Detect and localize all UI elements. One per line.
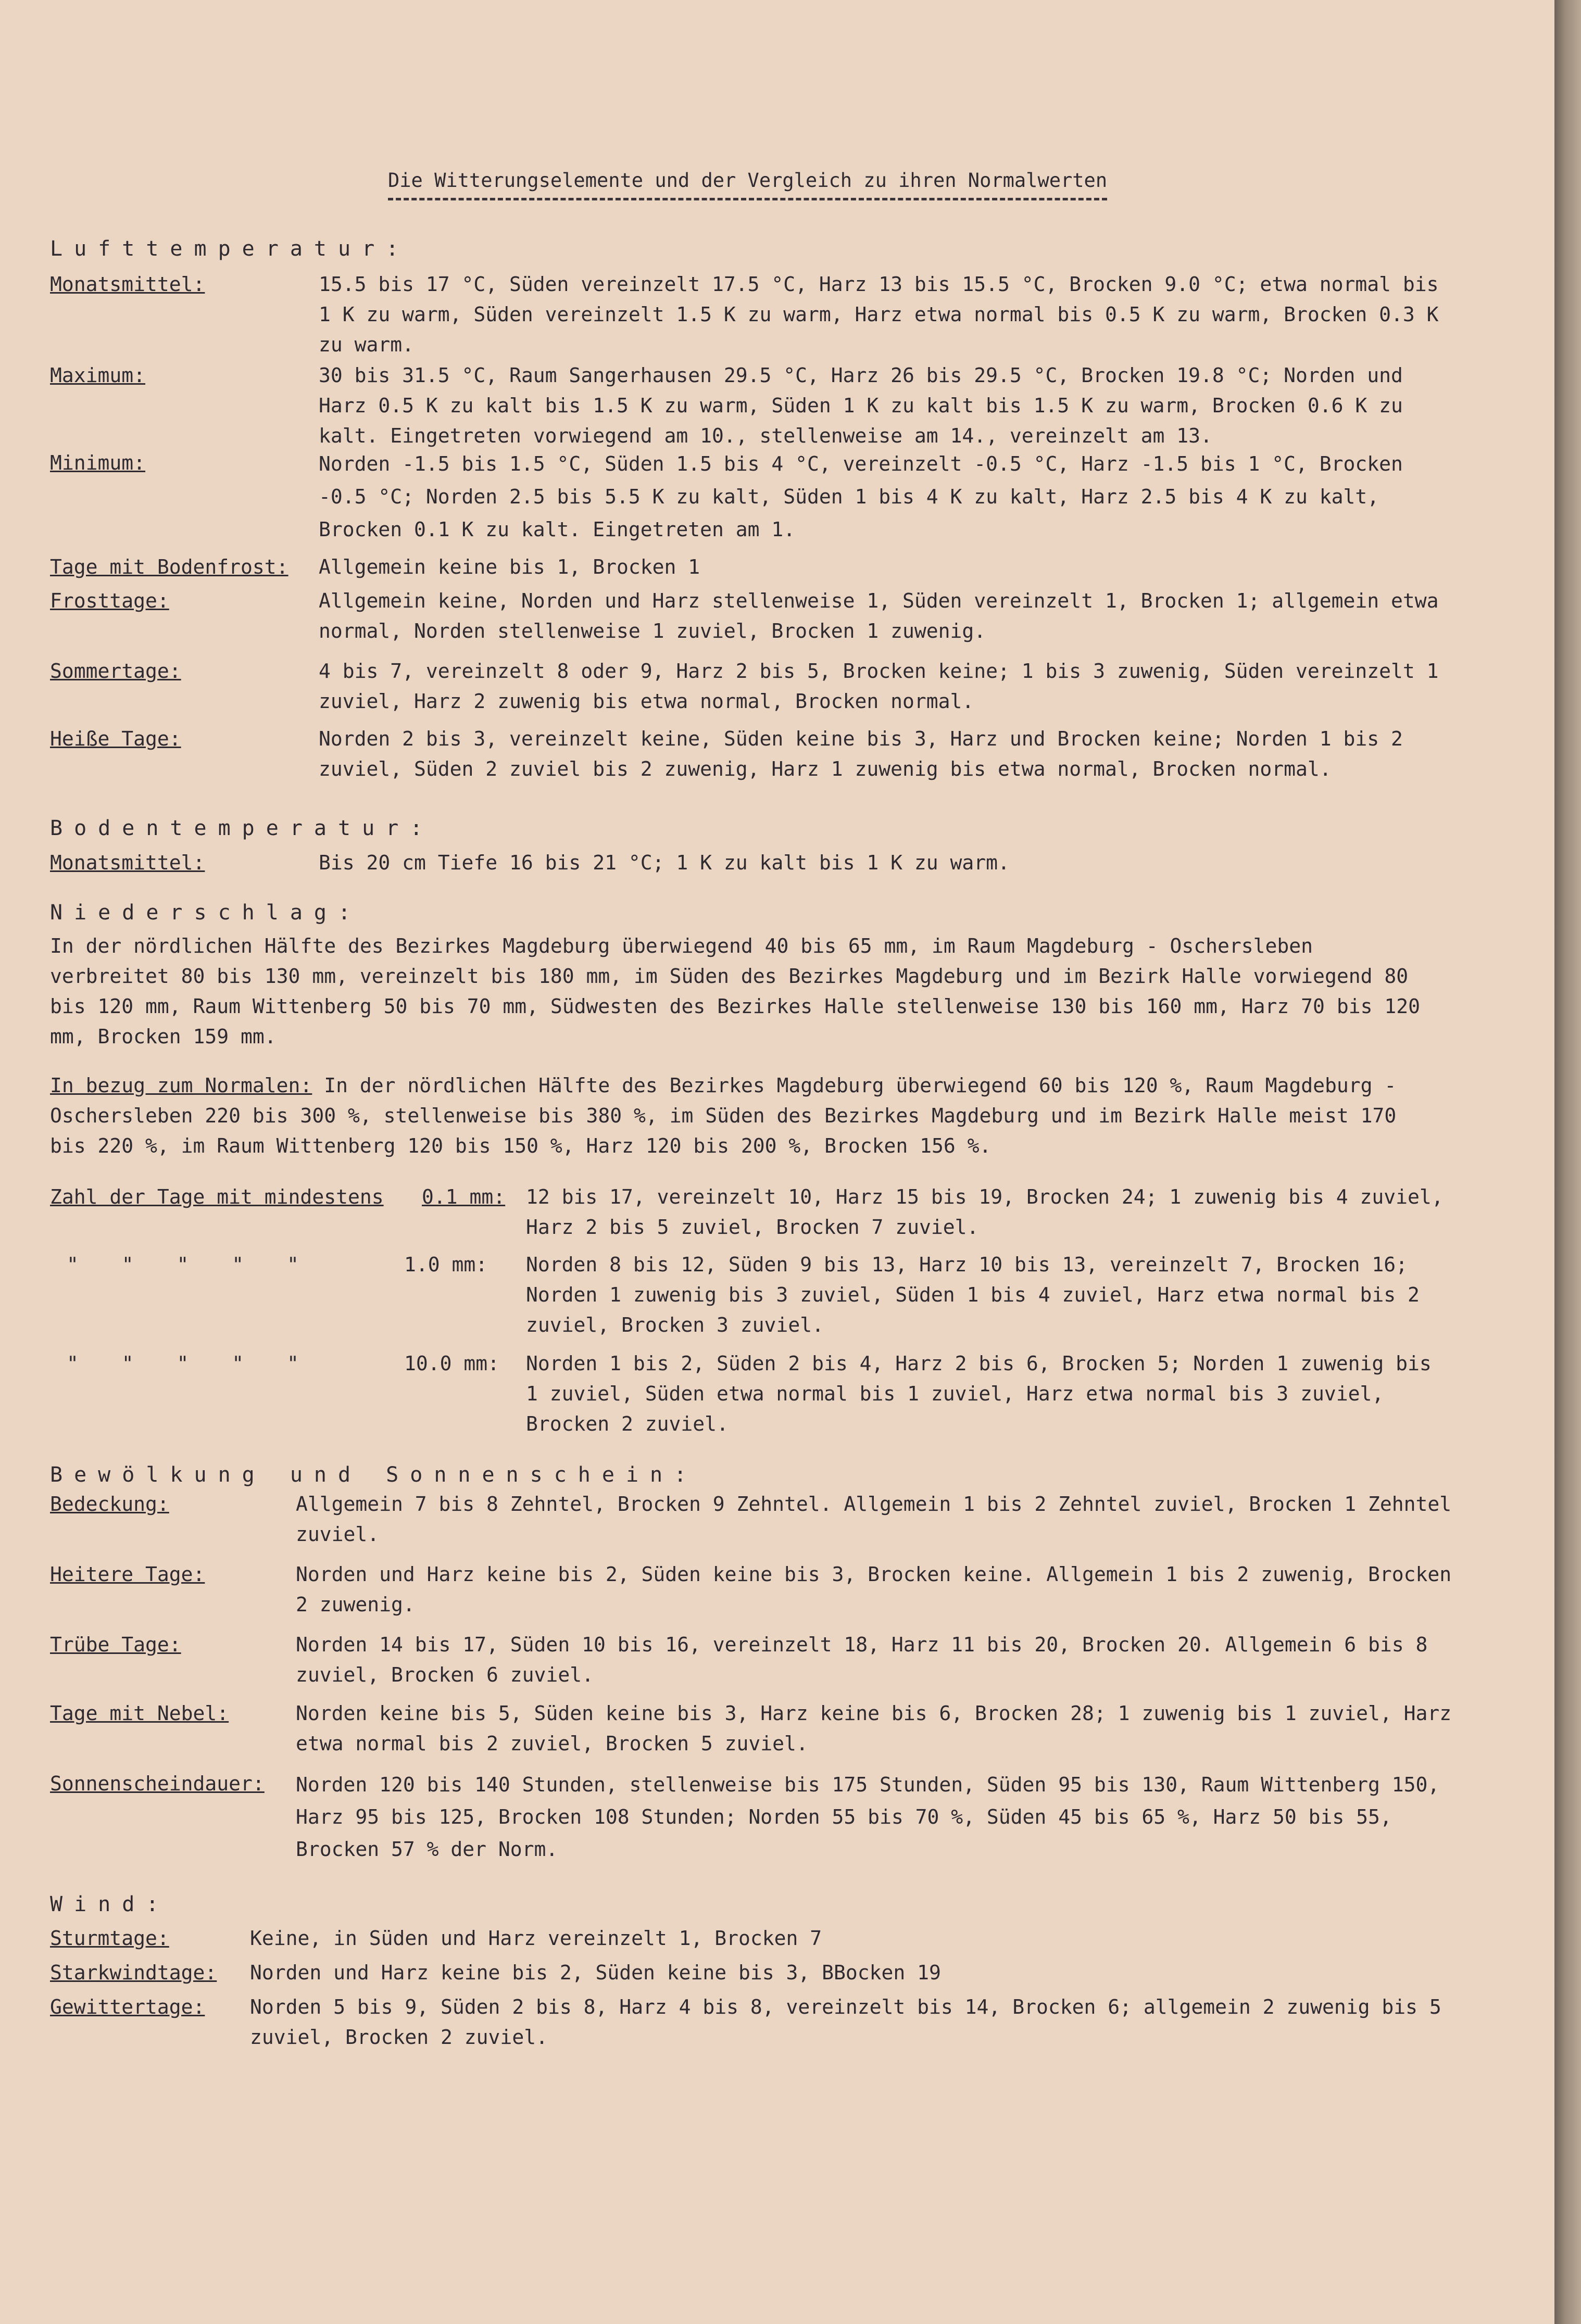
niederschlag-normal xyxy=(50,1070,1425,1161)
normal-label: In bezug zum Normalen: xyxy=(50,1074,312,1097)
row-text: Allgemein keine bis 1, Brocken 1 xyxy=(319,555,700,578)
row-text: Norden 2 bis 3, vereinzelt keine, Süden keine bis 3, Harz und Brocken keine; Norden 1 bis 2 zuviel, Süden 2 zuviel bis 2 zuwenig, Harz 1 zuwenig bis etwa normal, Brocken normal. xyxy=(319,727,1415,780)
section-heading-bodentemperatur: Bodentemperatur: xyxy=(50,816,434,840)
row-text: Norden 14 bis 17, Süden 10 bis 16, vereinzelt 18, Harz 11 bis 20, Brocken 20. Allgemein 6 bis 8 zuviel, Brocken 6 zuviel. xyxy=(296,1633,1440,1686)
row-label: Tage mit Nebel: xyxy=(50,1702,229,1725)
row-label: Tage mit Bodenfrost: xyxy=(50,555,288,578)
niederschlag-text: In der nördlichen Hälfte des Bezirkes Magdeburg überwiegend 40 bis 65 mm, im Raum Magdeburg - Oschersleben verbreitet 80 bis 130 mm, vereinzelt bis 180 mm, im Süden des Bezirkes Magdeburg und im Bezirk Halle vorwiegend 80 bis 120 mm, Raum Wittenberg 50 bis 70 mm, Südwesten des Bezirkes Halle stellenweise 130 bis 160 mm, Harz 70 bis 120 mm, Brocken 159 mm. xyxy=(50,934,1420,1048)
row-minimum xyxy=(0,448,1458,541)
row-heisse-tage xyxy=(0,724,1458,786)
days-threshold: 1.0 mm: xyxy=(404,1253,488,1276)
row-truebe-tage xyxy=(0,1630,1458,1692)
row-frosttage xyxy=(0,586,1458,648)
row-label: Heitere Tage: xyxy=(50,1563,205,1586)
row-label: Monatsmittel: xyxy=(50,273,205,296)
row-label: Gewittertage: xyxy=(50,1995,205,2018)
days-threshold: 10.0 mm: xyxy=(404,1352,500,1375)
row-text: Allgemein keine, Norden und Harz stellenweise 1, Süden vereinzelt 1, Brocken 1; allgemein etwa normal, Norden stellenweise 1 zuviel, Brocken 1 zuwenig. xyxy=(319,589,1451,642)
row-label: Sturmtage: xyxy=(50,1927,169,1950)
row-text: Norden 8 bis 12, Süden 9 bis 13, Harz 10 bis 13, vereinzelt 7, Brocken 16; Norden 1 zuwenig bis 3 zuviel, Süden 1 bis 4 zuviel, Harz etwa normal bis 2 zuviel, Brocken 3 zuviel. xyxy=(526,1253,1432,1336)
ditto-marks: " " " " " xyxy=(67,1253,315,1276)
row-maximum xyxy=(0,360,1458,447)
row-starkwindtage xyxy=(0,1957,1458,1989)
days-threshold: 0.1 mm: xyxy=(422,1185,506,1208)
row-label: Sommertage: xyxy=(50,660,181,683)
row-bedeckung xyxy=(0,1489,1464,1551)
row-text: Keine, in Süden und Harz vereinzelt 1, Brocken 7 xyxy=(250,1927,822,1950)
row-text: 4 bis 7, vereinzelt 8 oder 9, Harz 2 bis 5, Brocken keine; 1 bis 3 zuwenig, Süden vereinzelt 1 zuviel, Harz 2 zuwenig bis etwa normal, Brocken normal. xyxy=(319,660,1451,713)
row-niederschlagstage-100 xyxy=(0,1348,1458,1442)
row-heitere-tage xyxy=(0,1559,1464,1622)
row-text: Norden 5 bis 9, Süden 2 bis 8, Harz 4 bis 8, vereinzelt bis 14, Brocken 6; allgemein 2 zuwenig bis 5 zuviel, Brocken 2 zuviel. xyxy=(250,1995,1453,2049)
row-text: 12 bis 17, vereinzelt 10, Harz 15 bis 19, Brocken 24; 1 zuwenig bis 4 zuviel, Harz 2 bis 5 zuviel, Brocken 7 zuviel. xyxy=(526,1185,1455,1239)
row-text: 30 bis 31.5 °C, Raum Sangerhausen 29.5 °C, Harz 26 bis 29.5 °C, Brocken 19.8 °C; Norden und Harz 0.5 K zu kalt bis 1.5 K zu warm, Süden 1 K zu kalt bis 1.5 K zu warm, Brocken 0.6 K zu kalt. Eingetreten vorwiegend am 10., stellenweise am 14., vereinzelt am 13. xyxy=(319,364,1415,447)
section-heading-lufttemperatur: Lufttemperatur: xyxy=(50,237,410,261)
row-text: Norden und Harz keine bis 2, Süden keine bis 3, Brocken keine. Allgemein 1 bis 2 zuwenig, Brocken 2 zuwenig. xyxy=(296,1563,1464,1616)
row-tage-mit-bodenfrost xyxy=(0,552,1458,583)
row-label: Sonnenscheindauer: xyxy=(50,1772,265,1795)
row-sonnenscheindauer xyxy=(0,1769,1458,1862)
row-niederschlagstage-01 xyxy=(0,1182,1458,1244)
days-label: Zahl der Tage mit mindestens xyxy=(50,1185,384,1208)
binding-edge xyxy=(1554,0,1581,2324)
ditto-marks: " " " " " xyxy=(67,1352,315,1375)
row-label: Bedeckung: xyxy=(50,1493,169,1515)
row-gewittertage xyxy=(0,1992,1458,2054)
row-label: Monatsmittel: xyxy=(50,851,205,874)
row-boden-monatsmittel xyxy=(0,848,1458,879)
row-text: Norden 1 bis 2, Süden 2 bis 4, Harz 2 bis 6, Brocken 5; Norden 1 zuwenig bis 1 zuviel, Süden etwa normal bis 1 zuviel, Harz etwa normal bis 3 zuviel, Brocken 2 zuviel. xyxy=(526,1352,1444,1435)
row-sturmtage xyxy=(0,1923,1458,1954)
row-text: Allgemein 7 bis 8 Zehntel, Brocken 9 Zehntel. Allgemein 1 bis 2 Zehntel zuviel, Brocken 1 Zehntel zuviel. xyxy=(296,1493,1464,1546)
row-text: Norden 120 bis 140 Stunden, stellenweise bis 175 Stunden, Süden 95 bis 130, Raum Wittenberg 150, Harz 95 bis 125, Brocken 108 Stunden; Norden 55 bis 70 %, Süden 45 bis 65 %, Harz 50 bis 55, Brocken 57 % der Norm. xyxy=(296,1773,1452,1861)
row-text: Bis 20 cm Tiefe 16 bis 21 °C; 1 K zu kalt bis 1 K zu warm. xyxy=(319,851,1010,874)
row-label: Minimum: xyxy=(50,451,146,474)
page-title: Die Witterungselemente und der Vergleich zu ihren Normalwerten xyxy=(388,169,1107,200)
row-tage-mit-nebel xyxy=(0,1698,1464,1761)
row-text: Norden und Harz keine bis 2, Süden keine bis 3, BBocken 19 xyxy=(250,1961,941,1984)
row-label: Trübe Tage: xyxy=(50,1633,181,1656)
section-heading-bewoelkung: Bewölkung und Sonnenschein: xyxy=(50,1463,698,1487)
row-monatsmittel xyxy=(0,269,1458,356)
row-text: Norden keine bis 5, Süden keine bis 3, Harz keine bis 6, Brocken 28; 1 zuwenig bis 1 zuviel, Harz etwa normal bis 2 zuviel, Brocken 5 zuviel. xyxy=(296,1702,1464,1755)
row-niederschlagstage-10 xyxy=(0,1249,1458,1343)
row-label: Starkwindtage: xyxy=(50,1961,217,1984)
row-label: Frosttage: xyxy=(50,589,169,612)
section-heading-niederschlag: Niederschlag: xyxy=(50,901,362,925)
normal-text: In der nördlichen Hälfte des Bezirkes Magdeburg überwiegend 60 bis 120 %, Raum Magdeburg - Oschersleben 220 bis 300 %, stellenweise bis 380 %, im Süden des Bezirkes Magdeburg und im Bezirk Halle meist 170 bis 220 %, im Raum Wittenberg 120 bis 150 %, Harz 120 bis 200 %, Brocken 156 %. xyxy=(50,1074,1397,1157)
section-heading-wind: Wind: xyxy=(50,1892,170,1916)
row-sommertage xyxy=(0,656,1458,718)
row-text: Norden -1.5 bis 1.5 °C, Süden 1.5 bis 4 °C, vereinzelt -0.5 °C, Harz -1.5 bis 1 °C, Brocken -0.5 °C; Norden 2.5 bis 5.5 K zu kalt, Süden 1 bis 4 K zu kalt, Harz 2.5 bis 4 K zu kalt, Brocken 0.1 K zu kalt. Eingetreten am 1. xyxy=(319,452,1415,541)
row-label: Heiße Tage: xyxy=(50,727,181,750)
row-text: 15.5 bis 17 °C, Süden vereinzelt 17.5 °C, Harz 13 bis 15.5 °C, Brocken 9.0 °C; etwa normal bis 1 K zu warm, Süden vereinzelt 1.5 K zu warm, Harz etwa normal bis 0.5 K zu warm, Brocken 0.3 K zu warm. xyxy=(319,273,1451,356)
row-label: Maximum: xyxy=(50,364,146,387)
